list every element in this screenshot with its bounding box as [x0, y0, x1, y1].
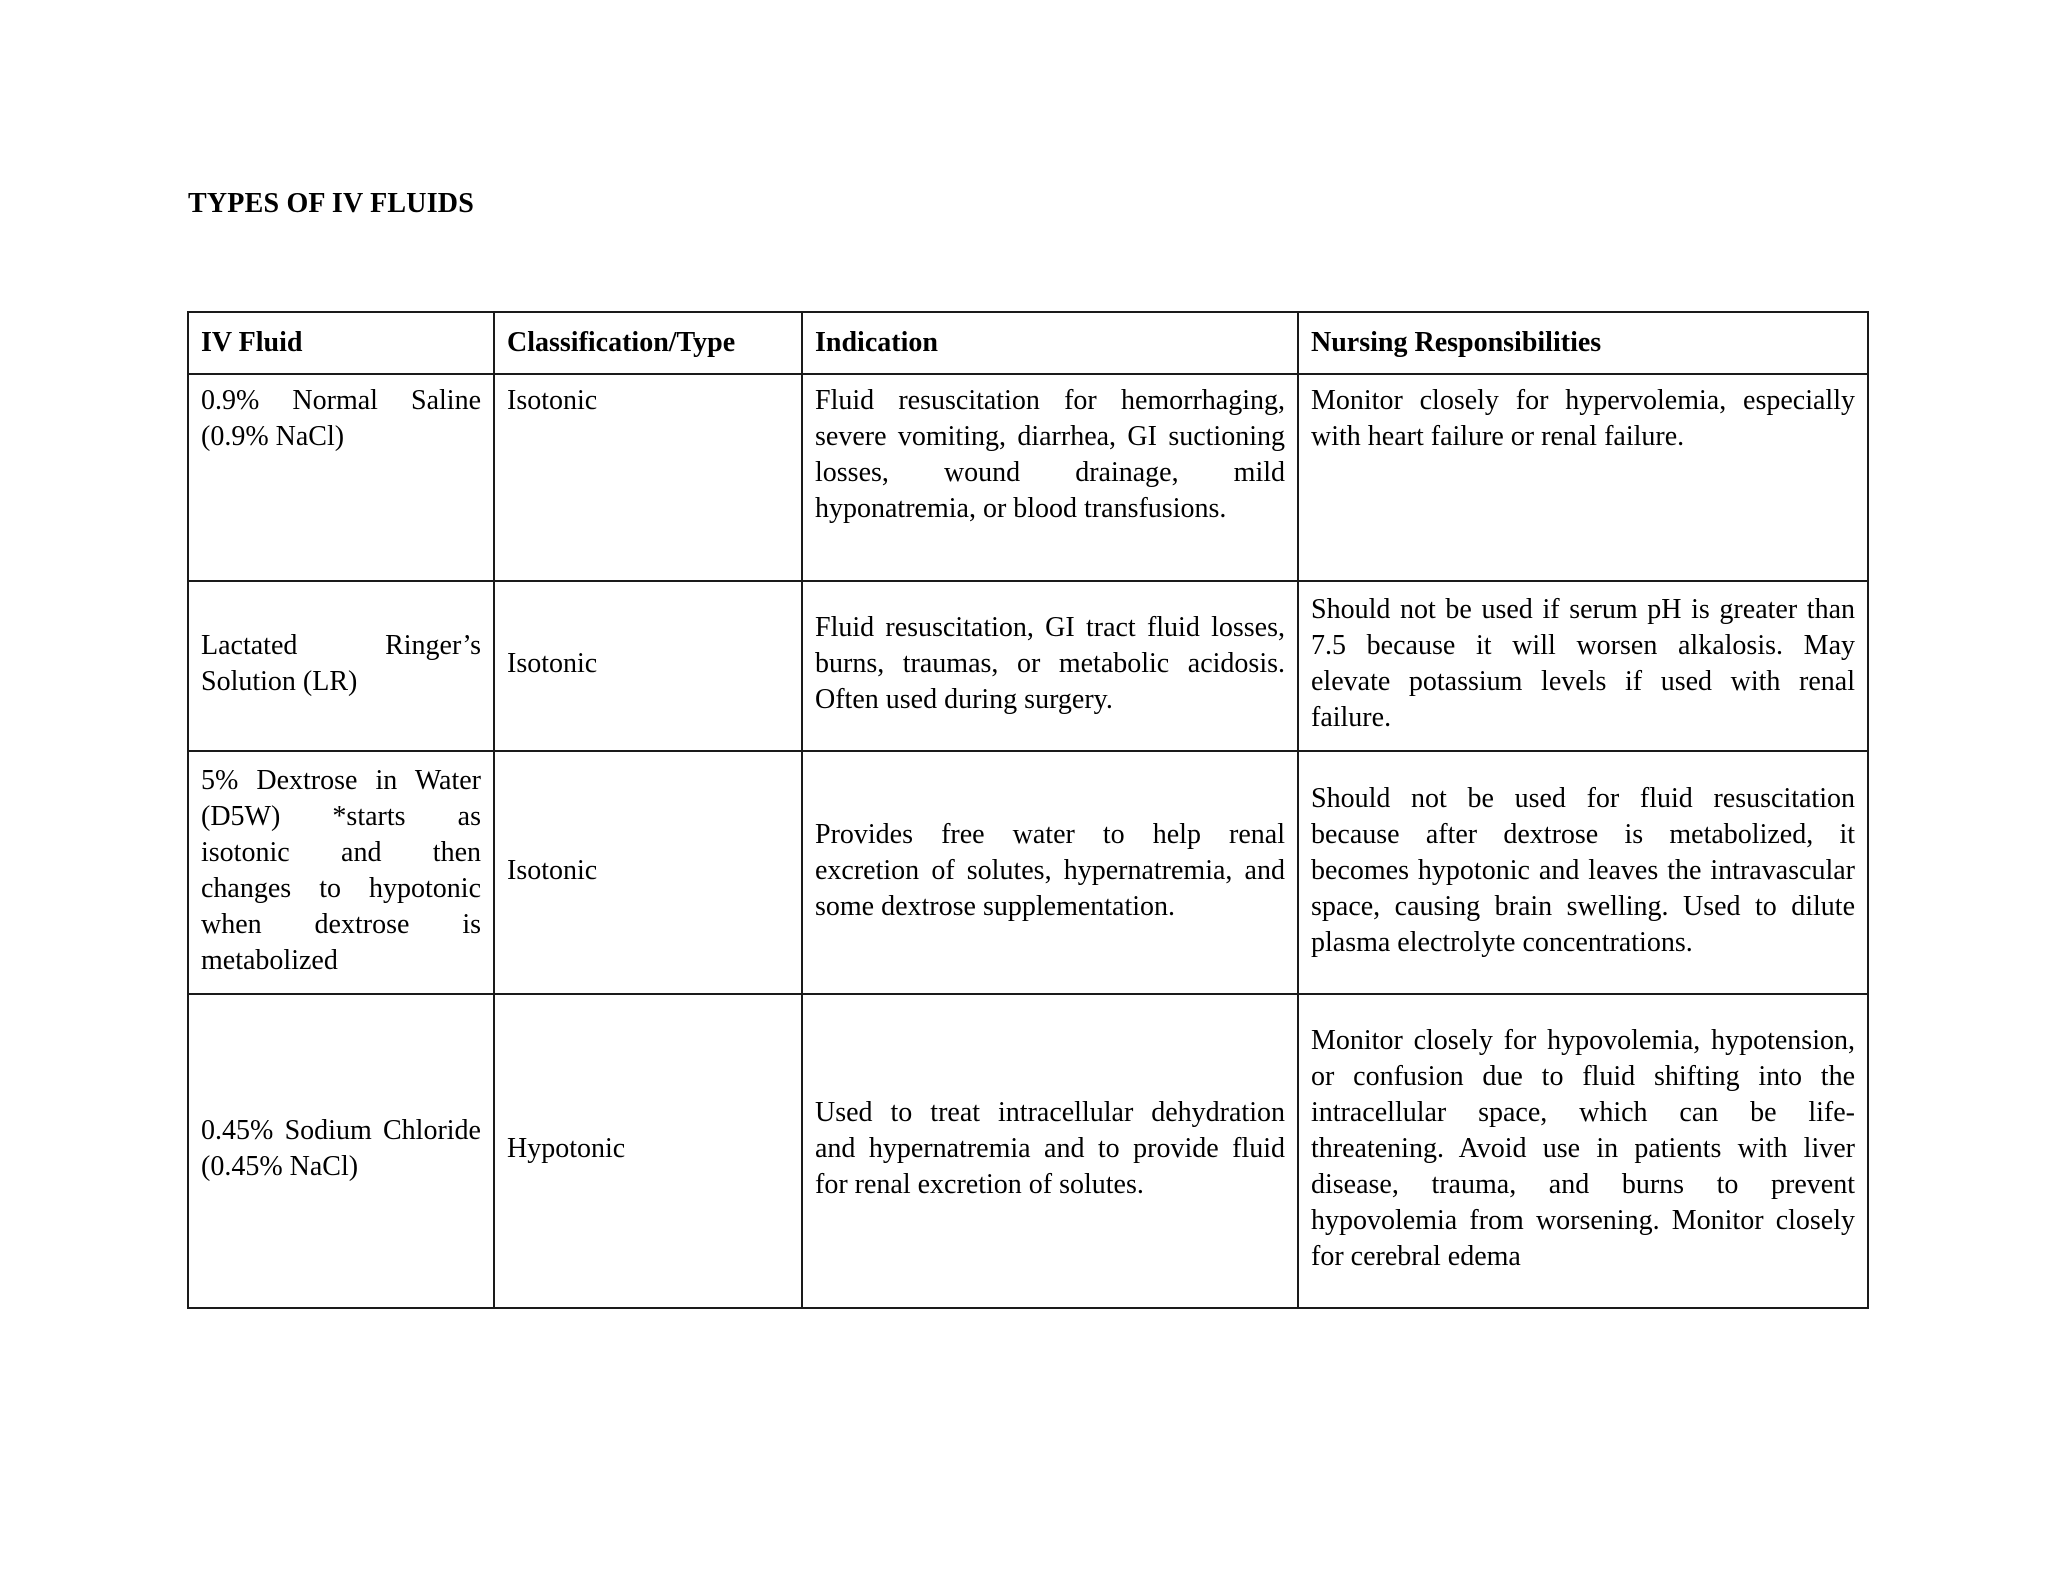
cell-iv-fluid: 5% Dextrose in Water (D5W) *starts as isotonic and then changes to hypotonic when dextrose is metabolized	[188, 751, 494, 994]
table-row	[188, 374, 1868, 581]
column-header-indication: Indication	[802, 312, 1298, 374]
table-row	[188, 751, 1868, 994]
table-header-row	[188, 312, 1868, 374]
cell-classification: Isotonic	[494, 581, 802, 751]
column-header-classification: Classification/Type	[494, 312, 802, 374]
column-header-iv-fluid: IV Fluid	[188, 312, 494, 374]
table-row	[188, 994, 1868, 1308]
cell-iv-fluid: 0.9% Normal Saline (0.9% NaCl)	[188, 374, 494, 581]
page-title: TYPES OF IV FLUIDS	[188, 188, 474, 219]
cell-classification: Isotonic	[494, 374, 802, 581]
cell-iv-fluid: 0.45% Sodium Chloride (0.45% NaCl)	[188, 994, 494, 1308]
cell-nursing-responsibilities: Should not be used if serum pH is greater than 7.5 because it will worsen alkalosis. May elevate potassium levels if used with renal failure.	[1298, 581, 1868, 751]
cell-indication: Fluid resuscitation for hemorrhaging, severe vomiting, diarrhea, GI suctioning losses, wound drainage, mild hyponatremia, or blood transfusions.	[802, 374, 1298, 581]
table-row	[188, 581, 1868, 751]
column-header-nursing-responsibilities: Nursing Responsibilities	[1298, 312, 1868, 374]
cell-nursing-responsibilities: Should not be used for fluid resuscitation because after dextrose is metabolized, it becomes hypotonic and leaves the intravascular space, causing brain swelling. Used to dilute plasma electrolyte concentrations.	[1298, 751, 1868, 994]
cell-nursing-responsibilities: Monitor closely for hypovolemia, hypotension, or confusion due to fluid shifting into the intracellular space, which can be life-threatening. Avoid use in patients with liver disease, trauma, and burns to prevent hypovolemia from worsening. Monitor closely for cerebral edema	[1298, 994, 1868, 1308]
cell-indication: Used to treat intracellular dehydration and hypernatremia and to provide fluid for renal excretion of solutes.	[802, 994, 1298, 1308]
cell-indication: Provides free water to help renal excretion of solutes, hypernatremia, and some dextrose supplementation.	[802, 751, 1298, 994]
cell-indication: Fluid resuscitation, GI tract fluid losses, burns, traumas, or metabolic acidosis. Often used during surgery.	[802, 581, 1298, 751]
cell-classification: Hypotonic	[494, 994, 802, 1308]
cell-iv-fluid: Lactated Ringer’s Solution (LR)	[188, 581, 494, 751]
cell-classification: Isotonic	[494, 751, 802, 994]
cell-nursing-responsibilities: Monitor closely for hypervolemia, especially with heart failure or renal failure.	[1298, 374, 1868, 581]
iv-fluids-table	[187, 311, 1869, 1309]
